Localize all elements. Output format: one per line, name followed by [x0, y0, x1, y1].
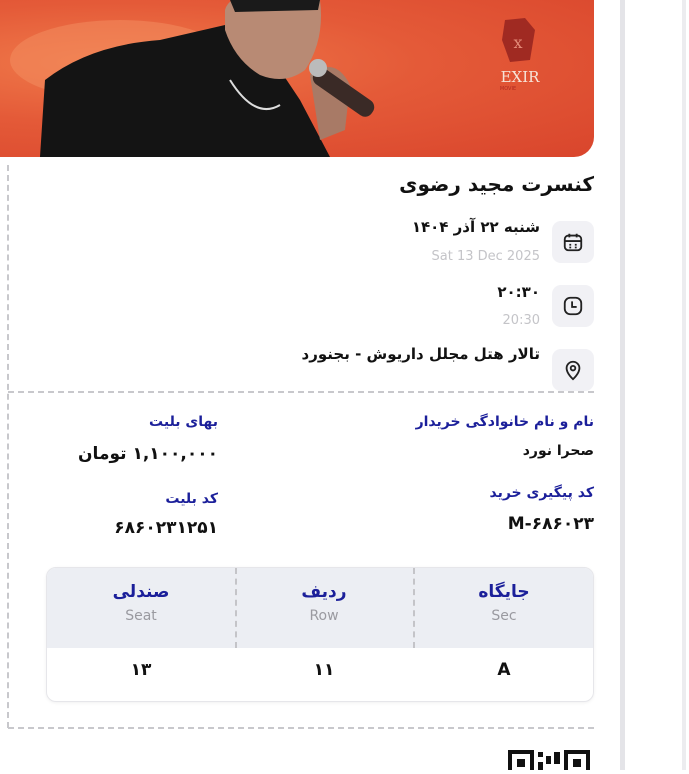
ticket-code-value: ۶۸۶۰۲۳۱۲۵۱	[114, 518, 218, 538]
ticket-divider	[8, 727, 594, 729]
svg-text:EXIR: EXIR	[500, 68, 540, 86]
section-value: A	[497, 660, 511, 680]
performer-photo	[0, 0, 594, 157]
location-pin-icon	[552, 349, 594, 391]
section-label-en: Sec	[491, 608, 517, 624]
ticket-code-label: کد بلیت	[165, 491, 218, 507]
ticket-divider	[8, 391, 594, 393]
event-time-en: 20:30	[502, 313, 540, 328]
seating-row	[235, 568, 413, 680]
svg-text:MOVIE: MOVIE	[499, 86, 517, 92]
exir-logo	[500, 18, 540, 92]
event-time-fa: ۲۰:۳۰	[497, 283, 540, 301]
seat-value: ۱۳	[130, 660, 152, 680]
event-date-en: Sat 13 Dec 2025	[431, 249, 540, 264]
calendar-icon	[552, 221, 594, 263]
row-label: ردیف	[301, 582, 347, 602]
buyer-name: صحرا نورد	[522, 443, 594, 459]
section-label: جایگاه	[478, 582, 530, 602]
event-banner-image	[0, 0, 594, 157]
page-edge	[682, 0, 686, 770]
row-value: ۱۱	[313, 660, 335, 680]
seating-seat	[47, 568, 235, 680]
seat-label: صندلی	[112, 582, 170, 602]
event-date-fa: شنبه ۲۲ آذر ۱۴۰۴	[411, 218, 540, 236]
seating-section	[413, 568, 594, 680]
price-label: بهای بلیت	[149, 414, 218, 430]
scrollbar-track[interactable]	[620, 0, 625, 770]
price-value: ۱,۱۰۰,۰۰۰ تومان	[78, 444, 218, 464]
tracking-code-value: M-۶۸۶۰۲۳	[507, 514, 594, 534]
svg-text:x: x	[513, 33, 523, 52]
clock-icon	[552, 285, 594, 327]
event-venue: تالار هتل مجلل داریوش - بجنورد	[301, 345, 540, 363]
seat-label-en: Seat	[125, 608, 157, 624]
row-label-en: Row	[309, 608, 339, 624]
ticket-border	[7, 165, 9, 728]
tracking-code-label: کد پیگیری خرید	[489, 485, 594, 501]
event-title: کنسرت مجید رضوی	[399, 172, 594, 196]
qr-code	[508, 750, 592, 774]
seating-table	[46, 567, 594, 702]
buyer-label: نام و نام خانوادگی خریدار	[415, 414, 594, 430]
